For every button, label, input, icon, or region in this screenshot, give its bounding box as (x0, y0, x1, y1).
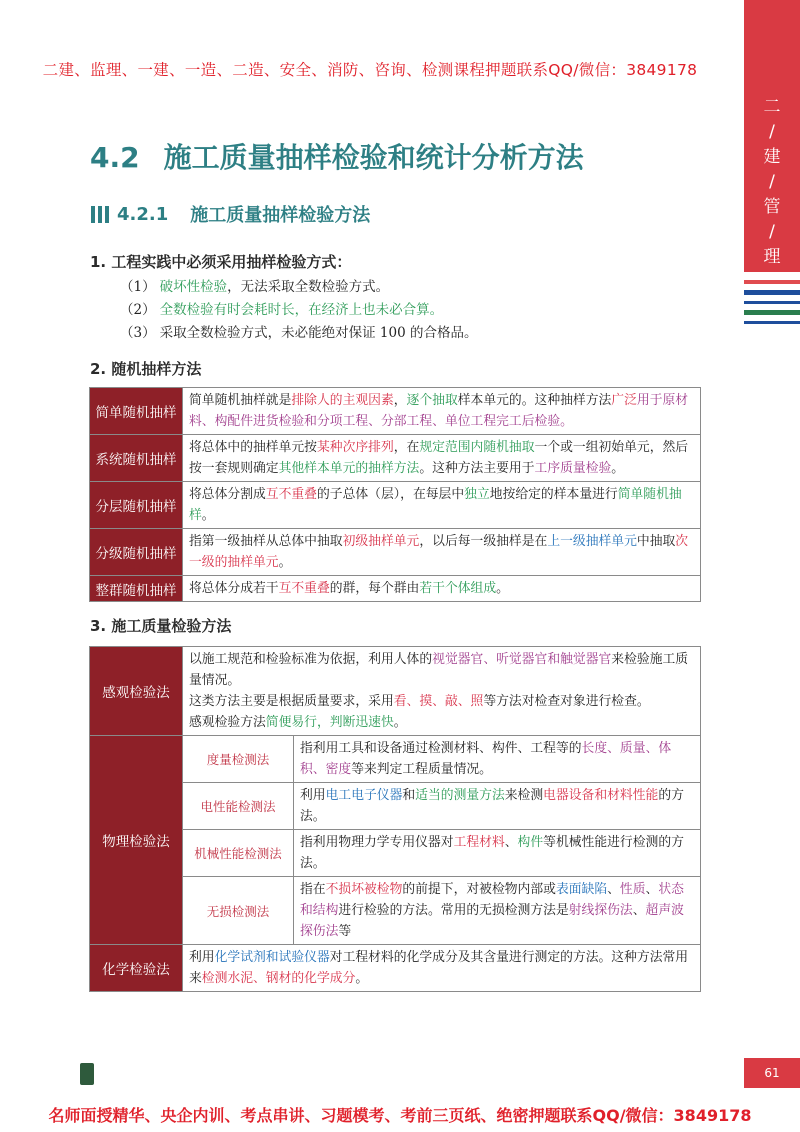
text-segment: 构件 (517, 835, 544, 850)
row-label: 分层随机抽样 (90, 482, 183, 529)
text-segment: 的群，每个群由 (329, 581, 420, 596)
footer-ad: 名师面授精华、央企内训、考点串讲、习题模考、考前三页纸、绝密押题联系QQ/微信：3849178 (48, 1106, 752, 1125)
text-segment: 独立 (464, 487, 490, 502)
text-segment: 指第一级抽样从总体中抽取 (189, 534, 343, 549)
text-segment: 逐个抽取 (406, 393, 458, 408)
text-segment: 检测水泥、钢材的化学成分 (201, 971, 356, 986)
part1-heading: 1. 工程实践中必须采用抽样检验方式： (90, 253, 352, 271)
side-tab-char: 二 (763, 97, 781, 117)
text-segment: 、 (504, 835, 518, 850)
table-row (90, 529, 701, 576)
row-label: 物理检验法 (90, 736, 183, 945)
text-segment: 。 (496, 581, 509, 596)
side-tab-char: 管 (763, 197, 781, 217)
text-segment: 利用 (189, 950, 215, 965)
table-row (90, 576, 701, 602)
text-segment: 来检测 (504, 788, 544, 803)
list-item-number: （1） (120, 279, 156, 295)
text-segment: 初级抽样单元 (342, 534, 420, 549)
text-segment: 对工程材料的化学成分及其含量进行测定的方法。这种方法常用来 (189, 950, 689, 986)
text-segment: 简单随机抽样就是 (189, 393, 292, 408)
section-title-text: 施工质量抽样检验和统计分析方法 (163, 141, 584, 174)
row-label: 系统随机抽样 (90, 435, 183, 482)
row-content (183, 529, 701, 576)
row-content (183, 945, 701, 992)
text-segment: 将总体分割成 (189, 487, 266, 502)
part2-heading: 2. 随机抽样方法 (90, 360, 202, 378)
text-segment: 以施工规范和检验标准为依据，利用人体的 (189, 652, 433, 667)
text-segment: 。这种方法主要用于 (419, 461, 535, 476)
text-segment: 上一级抽样单元 (547, 534, 637, 549)
stripe-green (744, 310, 800, 315)
row-label: 化学检验法 (90, 945, 183, 992)
text-segment: 工序质量检验 (534, 461, 612, 476)
row-content (294, 736, 701, 783)
text-segment: 状态和结构 (300, 882, 684, 918)
text-segment: 排除人的主观因素 (291, 393, 394, 408)
text-segment: 超声波探伤法 (300, 903, 684, 939)
table-row (90, 945, 701, 992)
row-label: 整群随机抽样 (90, 576, 183, 602)
text-segment: 将总体分成若干 (189, 581, 279, 596)
text-segment: 次一级的抽样单元 (189, 534, 689, 570)
text-segment: 其他样本单元的抽样方法 (278, 461, 420, 476)
text-segment: 的前提下，对被检物内部或 (402, 882, 556, 897)
row-sublabel: 电性能检测法 (183, 783, 294, 830)
text-segment: 全数检验有时会耗时长，在经济上也未必合算。 (159, 302, 444, 318)
text-segment: 、 (645, 882, 659, 897)
row-sublabel: 度量检测法 (183, 736, 294, 783)
text-segment: 、 (632, 903, 646, 918)
bars-icon (91, 206, 109, 223)
text-segment: 中抽取 (636, 534, 676, 549)
text-segment: 等 (338, 924, 352, 939)
row-label: 简单随机抽样 (90, 388, 183, 435)
text-segment: 工程材料 (453, 835, 505, 850)
stripe-blue (744, 321, 800, 324)
text-segment: 指在 (300, 882, 326, 897)
table-row (90, 435, 701, 482)
list-item (120, 276, 477, 299)
table-row (90, 482, 701, 529)
section-number: 4.2 (90, 141, 140, 174)
table-row (90, 736, 701, 783)
row-content (183, 388, 701, 435)
random-sampling-table (89, 387, 701, 602)
text-segment: 指利用工具和设备通过检测材料、构件、工程等的 (300, 741, 582, 756)
section-title (90, 136, 584, 176)
text-segment: 规定范围内随机抽取 (419, 440, 535, 455)
row-sublabel: 机械性能检测法 (183, 830, 294, 877)
text-segment: 的方法。 (300, 788, 684, 824)
text-segment: 利用 (300, 788, 326, 803)
text-segment: 一个或一组初始单元，然后按一套规则确定 (189, 440, 689, 476)
list-item (120, 299, 477, 322)
text-segment: 将总体中的抽样单元按 (189, 440, 317, 455)
text-segment: ，在 (393, 440, 420, 455)
text-segment: 。 (611, 461, 625, 476)
text-segment: 等来判定工程质量情况。 (351, 762, 492, 777)
text-segment: 的子总体（层），在每层中 (316, 487, 465, 502)
table-row (90, 647, 701, 736)
text-segment: ，无法采取全数检验方式。 (227, 279, 390, 295)
text-segment: 地按给定的样本量进行 (489, 487, 618, 502)
header-ad: 二建、监理、一建、一造、二造、安全、消防、咨询、检测课程押题联系QQ/微信：3849178 (42, 61, 698, 79)
text-segment: 视觉器官、听觉器官和触觉器官 (432, 652, 612, 667)
text-segment: 和 (402, 788, 416, 803)
text-segment: 。 (201, 508, 215, 523)
row-content (183, 576, 701, 602)
text-segment: 看、摸、敲、照 (393, 694, 484, 709)
row-content (294, 783, 701, 830)
text-segment: 电器设备和材料性能 (543, 788, 659, 803)
row-content (294, 877, 701, 945)
text-segment: 这类方法主要是根据质量要求，采用 (189, 694, 394, 709)
text-segment: 来检验施工质量情况。 (189, 652, 689, 688)
part3-heading: 3. 施工质量检验方法 (90, 617, 232, 635)
table-row (90, 388, 701, 435)
list-item-number: （3） (120, 325, 156, 341)
text-segment: 进行检验的方法。常用的无损检测方法是 (338, 903, 569, 918)
text-segment: 用于原材料、构配件进货检验和分项工程、分部工程、单位工程完工后检验。 (189, 393, 689, 429)
text-segment: ， (393, 393, 407, 408)
row-content (183, 482, 701, 529)
text-segment: 互不重叠 (278, 581, 330, 596)
text-segment: 互不重叠 (265, 487, 317, 502)
text-segment: 表面缺陷 (555, 882, 608, 897)
side-tab-label (744, 95, 800, 270)
row-label: 感观检验法 (90, 647, 183, 736)
text-segment: 指利用物理力学专用仪器对 (300, 835, 454, 850)
side-tab-char: 理 (763, 247, 781, 267)
part1-list (120, 276, 477, 345)
side-tab-char: / (769, 222, 775, 242)
text-segment: 性质 (619, 882, 646, 897)
list-item-number: （2） (120, 302, 156, 318)
row-label: 分级随机抽样 (90, 529, 183, 576)
inspection-methods-table (89, 646, 701, 992)
text-segment: 长度、质量、体积、密度 (300, 741, 672, 777)
text-segment: 。 (355, 971, 369, 986)
row-sublabel: 无损检测法 (183, 877, 294, 945)
text-segment: 广泛 (611, 393, 637, 408)
subsection-title-text: 施工质量抽样检验方法 (190, 205, 371, 226)
text-segment: 适当的测量方法 (415, 788, 505, 803)
text-segment: 样本单元的。这种抽样方法 (457, 393, 612, 408)
text-segment: 。 (393, 715, 407, 730)
stripe-blue (744, 290, 800, 295)
row-content (183, 435, 701, 482)
book-icon (80, 1063, 94, 1085)
text-segment: 简便易行，判断迅速快 (265, 715, 394, 730)
text-segment: 电工电子仪器 (325, 788, 403, 803)
stripe-red (744, 280, 800, 284)
text-segment: 采取全数检验方式，未必能绝对保证 100 的合格品。 (159, 325, 478, 341)
text-segment: 某种次序排列 (316, 440, 394, 455)
text-segment: 简单随机抽样 (189, 487, 682, 523)
side-tab-char: / (769, 122, 775, 142)
text-segment: 破坏性检验 (159, 279, 228, 295)
subsection-title (91, 201, 370, 227)
text-segment: 、 (607, 882, 620, 897)
text-segment: 。 (278, 555, 292, 570)
text-segment: 等方法对检查对象进行检查。 (483, 694, 650, 709)
subsection-number: 4.2.1 (117, 203, 169, 225)
text-segment: 感观检验方法 (189, 715, 266, 730)
list-item (120, 322, 477, 345)
text-segment: 等机械性能进行检测的方法。 (300, 835, 684, 871)
text-segment: 射线探伤法 (568, 903, 633, 918)
text-segment: ，以后每一级抽样是在 (419, 534, 548, 549)
row-content (294, 830, 701, 877)
text-segment: 若干个体组成 (419, 581, 497, 596)
stripe-blue (744, 301, 800, 304)
text-segment: 化学试剂和试验仪器 (214, 950, 330, 965)
side-tab-char: 建 (763, 147, 781, 167)
text-segment: 不损坏被检物 (325, 882, 403, 897)
side-tab-char: / (769, 172, 775, 192)
page-number: 61 (744, 1058, 800, 1088)
row-content (183, 647, 701, 736)
